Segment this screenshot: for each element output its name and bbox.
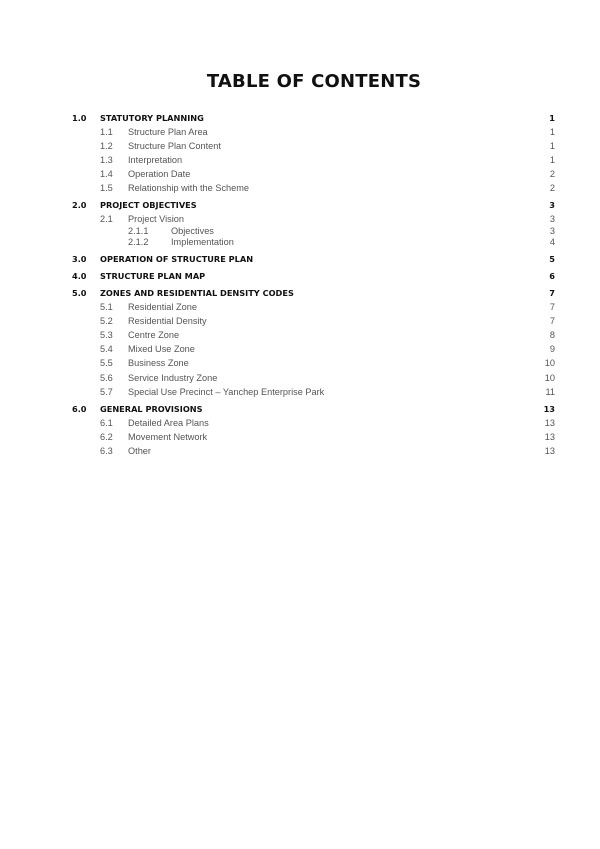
toc-entry-number: 5.4 (100, 344, 113, 355)
toc-entry-title: Implementation (171, 237, 234, 247)
toc-entry-page: 9 (549, 344, 555, 355)
toc-entry-number: 6.3 (100, 446, 113, 457)
toc-entry-title: Mixed Use Zone (128, 344, 195, 355)
toc-entry-row[interactable] (0, 445, 600, 457)
toc-entry-page: 8 (549, 330, 555, 341)
toc-entry-row[interactable] (0, 315, 600, 327)
toc-entry-number: 6.2 (100, 432, 113, 443)
toc-entry-row[interactable] (0, 168, 600, 180)
toc-entry-title: Movement Network (128, 432, 208, 443)
toc-entry-title: Residential Density (128, 316, 207, 327)
toc-entry-page: 7 (549, 316, 555, 327)
toc-entry-number: 5.0 (72, 288, 87, 298)
toc-entry-page: 10 (544, 372, 555, 383)
toc-entry-number: 1.5 (100, 183, 113, 194)
toc-entry-title: STRUCTURE PLAN MAP (100, 271, 206, 281)
toc-entry-row[interactable] (0, 140, 600, 152)
toc-entry-title: PROJECT OBJECTIVES (100, 200, 197, 210)
toc-entry-title: Business Zone (128, 358, 189, 369)
toc-section-row[interactable] (0, 403, 600, 415)
toc-entry-row[interactable] (0, 301, 600, 313)
toc-entry-page: 6 (549, 271, 555, 281)
toc-entry-number: 1.0 (72, 113, 87, 123)
toc-entry-row[interactable] (0, 225, 600, 237)
toc-entry-title: OPERATION OF STRUCTURE PLAN (100, 254, 254, 264)
toc-entry-row[interactable] (0, 213, 600, 225)
toc-entry-row[interactable] (0, 236, 600, 248)
page-title: TABLE OF CONTENTS (206, 71, 422, 92)
toc-section-row[interactable] (0, 270, 600, 282)
toc-entry-page: 3 (549, 214, 555, 224)
toc-entry-page: 3 (549, 225, 555, 236)
toc-entry-number: 5.3 (100, 330, 113, 341)
toc-entry-title: Operation Date (128, 169, 191, 180)
toc-entry-page: 2 (549, 169, 555, 180)
toc-entry-page: 1 (549, 127, 555, 137)
toc-entry-number: 5.2 (100, 316, 113, 327)
toc-entry-row[interactable] (0, 126, 600, 138)
toc-entry-page: 7 (549, 288, 555, 298)
toc-entry-page: 2 (549, 183, 555, 194)
toc-section-row[interactable] (0, 112, 600, 124)
toc-entry-title: Residential Zone (128, 302, 197, 312)
toc-entry-title: Centre Zone (128, 330, 180, 341)
toc-entry-page: 13 (544, 432, 555, 443)
toc-entry-page: 13 (543, 404, 555, 414)
toc-entry-title: Interpretation (128, 155, 183, 166)
toc-entry-number: 5.7 (100, 386, 113, 397)
toc-entry-title: Service Industry Zone (128, 372, 218, 383)
toc-section-row[interactable] (0, 199, 600, 211)
toc-entry-title: Structure Plan Area (128, 127, 208, 137)
toc-entry-row[interactable] (0, 343, 600, 355)
toc-entry-page: 5 (549, 254, 555, 264)
toc-entry-number: 2.1.2 (128, 237, 149, 247)
toc-entry-number: 1.4 (100, 169, 113, 180)
toc-entry-number: 1.2 (100, 141, 113, 152)
toc-entry-page: 1 (549, 155, 555, 166)
toc-entry-row[interactable] (0, 182, 600, 194)
toc-entry-title: STATUTORY PLANNING (100, 113, 204, 123)
toc-entry-number: 2.1 (100, 214, 113, 224)
toc-section-row[interactable] (0, 253, 600, 265)
toc-entry-title: Detailed Area Plans (128, 418, 209, 428)
toc-entry-title: Structure Plan Content (128, 141, 221, 152)
toc-entry-number: 4.0 (72, 271, 87, 281)
toc-entry-page: 1 (549, 141, 555, 152)
toc-entry-page: 4 (549, 237, 555, 247)
toc-entry-row[interactable] (0, 417, 600, 429)
toc-entry-title: ZONES AND RESIDENTIAL DENSITY CODES (100, 288, 294, 298)
toc-entry-number: 1.3 (100, 155, 113, 166)
toc-entry-title: Special Use Precinct – Yanchep Enterprise Park (128, 386, 325, 397)
toc-entry-row[interactable] (0, 431, 600, 443)
toc-entry-title: GENERAL PROVISIONS (100, 404, 203, 414)
toc-entry-title: Objectives (171, 225, 214, 236)
toc-entry-row[interactable] (0, 372, 600, 384)
toc-entry-page: 3 (549, 200, 555, 210)
toc-entry-number: 6.0 (72, 404, 87, 414)
toc-entry-row[interactable] (0, 357, 600, 369)
toc-entry-title: Relationship with the Scheme (128, 183, 250, 194)
toc-entry-page: 13 (544, 418, 555, 428)
toc-entry-number: 5.6 (100, 372, 113, 383)
toc-entry-number: 3.0 (72, 254, 87, 264)
toc-entry-row[interactable] (0, 386, 600, 398)
toc-entry-page: 13 (544, 446, 555, 457)
toc-section-row[interactable] (0, 287, 600, 299)
toc-entry-page: 1 (549, 113, 555, 123)
toc-entry-title: Project Vision (128, 214, 185, 224)
toc-entry-number: 5.1 (100, 302, 113, 312)
toc-entry-page: 11 (545, 386, 555, 397)
toc-entry-number: 1.1 (100, 127, 113, 137)
toc-entry-page: 10 (544, 358, 555, 369)
toc-entry-number: 2.1.1 (128, 225, 149, 236)
toc-entry-number: 6.1 (100, 418, 113, 428)
toc-entry-page: 7 (549, 302, 555, 312)
toc-entry-title: Other (128, 446, 151, 457)
toc-entry-number: 2.0 (72, 200, 87, 210)
toc-entry-row[interactable] (0, 329, 600, 341)
toc-entry-row[interactable] (0, 154, 600, 166)
toc-entry-number: 5.5 (100, 358, 113, 369)
